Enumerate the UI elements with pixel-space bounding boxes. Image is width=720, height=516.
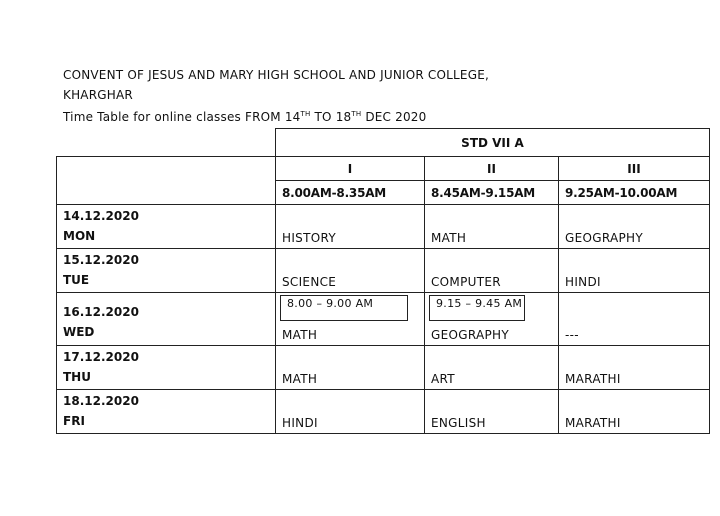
period-label: I bbox=[276, 157, 425, 181]
subject-cell: 9.15 – 9.45 AM GEOGRAPHY bbox=[425, 293, 559, 346]
subject-cell: HINDI bbox=[276, 390, 425, 434]
table-row bbox=[57, 390, 710, 434]
period-time: 8.45AM-9.15AM bbox=[425, 181, 559, 205]
subject-cell: MATH bbox=[276, 346, 425, 390]
subject-cell: 8.00 – 9.00 AM MATH bbox=[276, 293, 425, 346]
subject-cell: MARATHI bbox=[559, 390, 710, 434]
class-name: STD VII A bbox=[276, 129, 710, 157]
subject-cell: ENGLISH bbox=[425, 390, 559, 434]
subject-cell: MATH bbox=[425, 205, 559, 249]
period-time: 9.25AM-10.00AM bbox=[559, 181, 710, 205]
day-cell: 14.12.2020 MON bbox=[57, 205, 276, 249]
subject-cell: GEOGRAPHY bbox=[559, 205, 710, 249]
period-label: II bbox=[425, 157, 559, 181]
timetable bbox=[56, 128, 710, 434]
timetable-title: Time Table for online classes FROM 14TH TO 18TH DEC 2020 bbox=[63, 110, 427, 124]
subject-cell: MARATHI bbox=[559, 346, 710, 390]
period-label: III bbox=[559, 157, 710, 181]
table-row bbox=[57, 205, 710, 249]
subject-cell: HISTORY bbox=[276, 205, 425, 249]
table-row bbox=[57, 346, 710, 390]
day-cell: 17.12.2020 THU bbox=[57, 346, 276, 390]
corner-cell bbox=[57, 157, 276, 205]
school-name: CONVENT OF JESUS AND MARY HIGH SCHOOL AND JUNIOR COLLEGE, bbox=[63, 68, 490, 82]
day-cell: 15.12.2020 TUE bbox=[57, 249, 276, 293]
table-row bbox=[57, 249, 710, 293]
subject-cell: HINDI bbox=[559, 249, 710, 293]
day-cell: 18.12.2020 FRI bbox=[57, 390, 276, 434]
special-time-box: 8.00 – 9.00 AM bbox=[280, 295, 408, 321]
subject-cell: SCIENCE bbox=[276, 249, 425, 293]
subject-cell: --- bbox=[559, 293, 710, 346]
day-cell: 16.12.2020 WED bbox=[57, 293, 276, 346]
special-time-box: 9.15 – 9.45 AM bbox=[429, 295, 525, 321]
subject-cell: ART bbox=[425, 346, 559, 390]
subject-cell: COMPUTER bbox=[425, 249, 559, 293]
period-time: 8.00AM-8.35AM bbox=[276, 181, 425, 205]
table-row bbox=[57, 293, 710, 346]
school-location: KHARGHAR bbox=[63, 88, 133, 102]
